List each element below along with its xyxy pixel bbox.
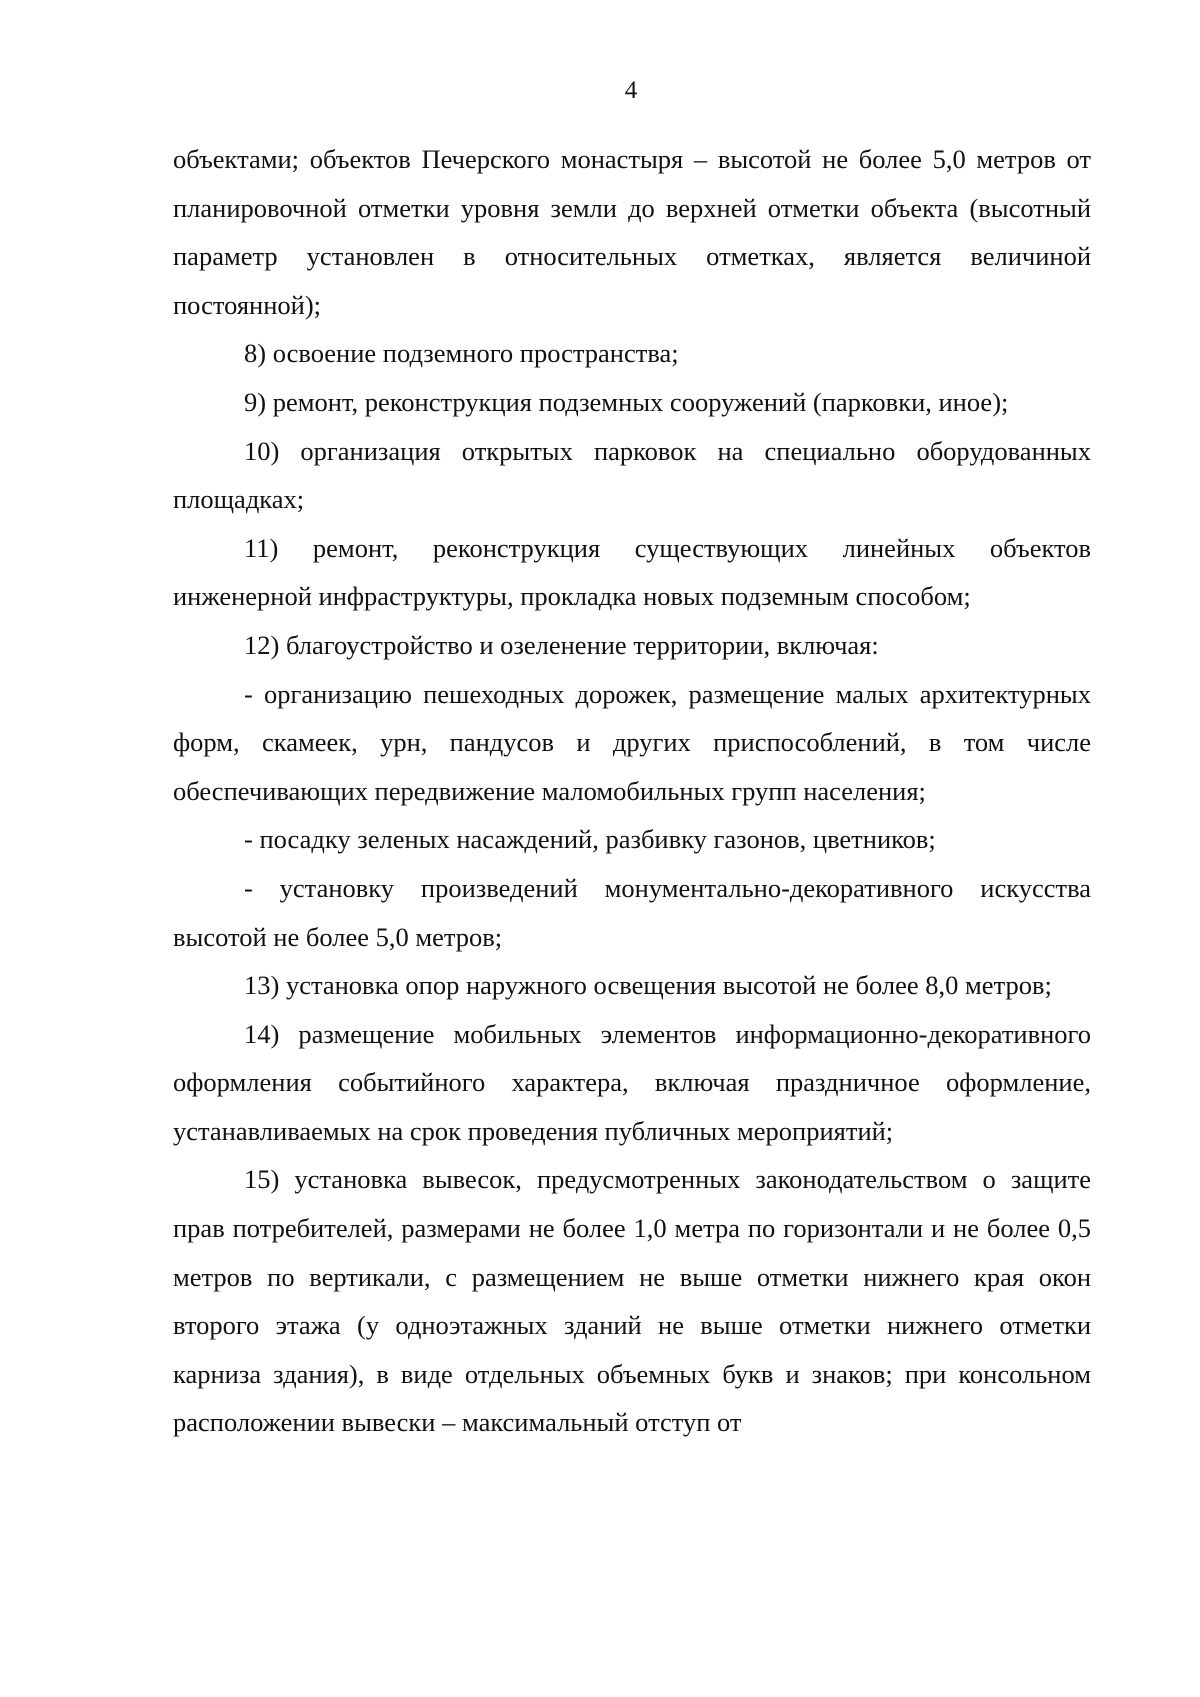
paragraph-item-11: 11) ремонт, реконструкция существующих линейных объектов инженерной инфраструктуры, прокладка новых подземным способом; <box>173 532 1091 612</box>
paragraph-subitem-art: - установку произведений монументально-декоративного искусства высотой не более 5,0 метров; <box>173 872 1091 952</box>
document-body <box>173 135 1091 1447</box>
paragraph-continuation: объектами; объектов Печерского монастыря – высотой не более 5,0 метров от планировочной отметки уровня земли до верхней отметки объекта (высотный параметр установлен в относительных отметках, является величиной постоянной); <box>173 144 1091 320</box>
paragraph-subitem-paths: - организацию пешеходных дорожек, размещение малых архитектурных форм, скамеек, урн, пандусов и других приспособлений, в том числе обеспечивающих передвижение маломобильных групп населения; <box>173 678 1091 806</box>
paragraph-item-12: 12) благоустройство и озеленение территории, включая: <box>244 629 879 660</box>
paragraph-item-8: 8) освоение подземного пространства; <box>244 338 679 369</box>
paragraph-item-15: 15) установка вывесок, предусмотренных законодательством о защите прав потребителей, размерами не более 1,0 метра по горизонтали и не более 0,5 метров по вертикали, с размещением не выше отметки нижнего края окон второго этажа (у одноэтажных зданий не выше отметки нижнего отметки карниза здания), в виде отдельных объемных букв и знаков; при консольном расположении вывески – максимальный отступ от <box>173 1164 1091 1438</box>
paragraph-item-13: 13) установка опор наружного освещения высотой не более 8,0 метров; <box>244 970 1052 1001</box>
paragraph-item-10: 10) организация открытых парковок на специально оборудованных площадках; <box>173 435 1091 515</box>
paragraph-subitem-planting: - посадку зеленых насаждений, разбивку газонов, цветников; <box>244 824 936 855</box>
paragraph-item-14: 14) размещение мобильных элементов информационно-декоративного оформления событийного характера, включая праздничное оформление, устанавливаемых на срок проведения публичных мероприятий; <box>173 1018 1091 1146</box>
paragraph-item-9: 9) ремонт, реконструкция подземных сооружений (парковки, иное); <box>244 386 1009 417</box>
page-number: 4 <box>624 77 638 104</box>
